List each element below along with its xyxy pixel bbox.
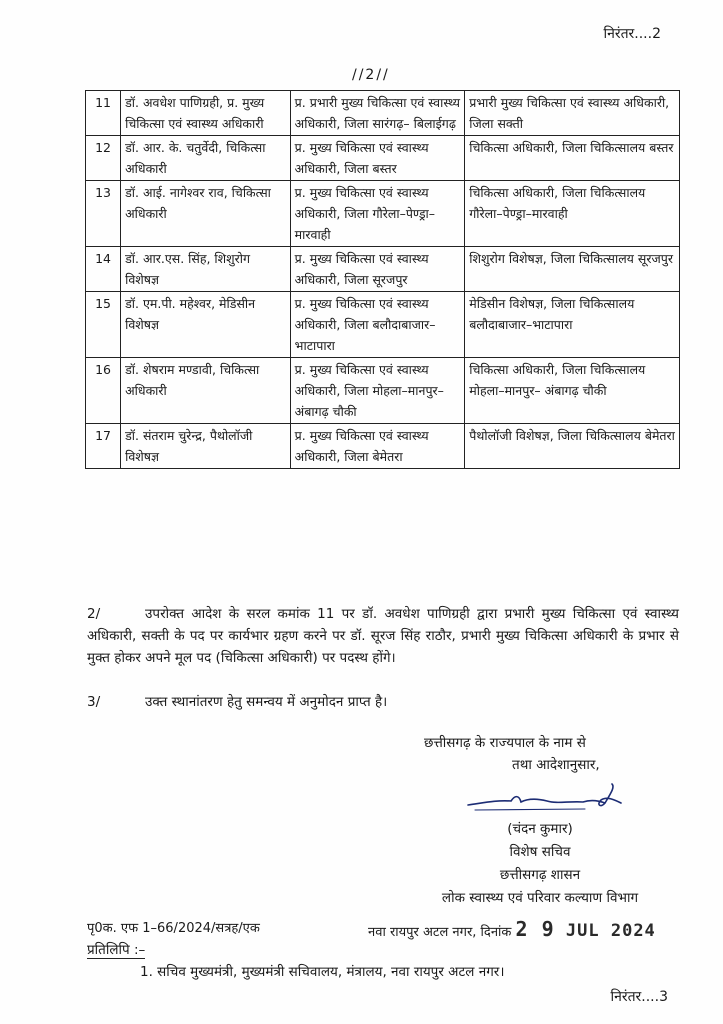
paragraph-number: 2/: [87, 606, 101, 622]
date-stamp-month-year: JUL 2024: [565, 921, 656, 941]
new-post-cell: मेडिसीन विशेषज्ञ, जिला चिकित्सालय बलौदाबाजार–भाटापारा: [465, 292, 680, 358]
officer-name-cell: डॉ. एम.पी. महेश्वर, मेडिसीन विशेषज्ञ: [121, 292, 291, 358]
officer-name-cell: डॉ. संतराम चुरेन्द्र, पैथोलॉजी विशेषज्ञ: [121, 424, 291, 469]
table-row: [86, 247, 680, 292]
new-post-cell: चिकित्सा अधिकारी, जिला चिकित्सालय गौरेला–पेण्ड्रा–मारवाही: [465, 181, 680, 247]
officer-name-cell: डॉ. आर. के. चतुर्वेदी, चिकित्सा अधिकारी: [121, 136, 291, 181]
table-row: [86, 136, 680, 181]
serial-number-cell: 16: [86, 358, 121, 424]
handwritten-signature: [465, 783, 630, 817]
officer-name-cell: डॉ. आई. नागेश्वर राव, चिकित्सा अधिकारी: [121, 181, 291, 247]
authority-block: [424, 732, 600, 776]
serial-number-cell: 11: [86, 91, 121, 136]
new-post-cell: प्रभारी मुख्य चिकित्सा एवं स्वास्थ्य अधिकारी, जिला सक्ती: [465, 91, 680, 136]
authority-line-2: तथा आदेशानुसार,: [512, 757, 600, 773]
current-post-cell: प्र. मुख्य चिकित्सा एवं स्वास्थ्य अधिकारी, जिला बेमेतरा: [290, 424, 465, 469]
new-post-cell: चिकित्सा अधिकारी, जिला चिकित्सालय बस्तर: [465, 136, 680, 181]
table-row: [86, 292, 680, 358]
copy-item-1: 1. सचिव मुख्यमंत्री, मुख्यमंत्री सचिवालय, मंत्रालय, नवा रायपुर अटल नगर।: [140, 964, 505, 980]
continued-marker-top: निरंतर....2: [603, 26, 661, 42]
current-post-cell: प्र. मुख्य चिकित्सा एवं स्वास्थ्य अधिकारी, जिला बस्तर: [290, 136, 465, 181]
officer-name-cell: डॉ. शेषराम मण्डावी, चिकित्सा अधिकारी: [121, 358, 291, 424]
authority-line-1: छत्तीसगढ़ के राज्यपाल के नाम से: [424, 735, 586, 751]
current-post-cell: प्र. मुख्य चिकित्सा एवं स्वास्थ्य अधिकारी, जिला गौरेला–पेण्ड्रा–मारवाही: [290, 181, 465, 247]
signatory-block: [405, 818, 675, 910]
transfer-table-body: [86, 91, 680, 469]
serial-number-cell: 17: [86, 424, 121, 469]
continued-marker-bottom: निरंतर....3: [610, 989, 668, 1005]
place-date-line: [368, 917, 656, 941]
serial-number-cell: 15: [86, 292, 121, 358]
current-post-cell: प्र. मुख्य चिकित्सा एवं स्वास्थ्य अधिकारी, जिला मोहला–मानपुर– अंबागढ़ चौकी: [290, 358, 465, 424]
reference-number: पृ0क. एफ 1–66/2024/सत्रह/एक: [87, 921, 260, 936]
paragraph-number: 3/: [87, 694, 101, 710]
transfer-table: [85, 90, 680, 469]
paragraph-2: [87, 603, 679, 669]
serial-number-cell: 12: [86, 136, 121, 181]
page-number: //2//: [352, 67, 390, 83]
copy-heading-text: प्रतिलिपि :–: [87, 942, 146, 958]
date-stamp: [515, 917, 656, 941]
table-row: [86, 91, 680, 136]
new-post-cell: पैथोलॉजी विशेषज्ञ, जिला चिकित्सालय बेमेतरा: [465, 424, 680, 469]
paragraph-text: उक्त स्थानांतरण हेतु समन्वय में अनुमोदन प्राप्त है।: [145, 694, 388, 710]
table-row: [86, 181, 680, 247]
place-label: नवा रायपुर अटल नगर, दिनांक: [368, 925, 512, 940]
table-row: [86, 358, 680, 424]
serial-number-cell: 13: [86, 181, 121, 247]
officer-name-cell: डॉ. अवधेश पाणिग्रही, प्र. मुख्य चिकित्सा एवं स्वास्थ्य अधिकारी: [121, 91, 291, 136]
serial-number-cell: 14: [86, 247, 121, 292]
signatory-designation: विशेष सचिव: [509, 844, 571, 860]
signatory-name: (चंदन कुमार): [507, 821, 573, 837]
paragraph-3: [87, 691, 679, 713]
current-post-cell: प्र. मुख्य चिकित्सा एवं स्वास्थ्य अधिकारी, जिला बलौदाबाजार–भाटापारा: [290, 292, 465, 358]
signatory-department: लोक स्वास्थ्य एवं परिवार कल्याण विभाग: [441, 890, 639, 906]
current-post-cell: प्र. प्रभारी मुख्य चिकित्सा एवं स्वास्थ्य अधिकारी, जिला सारंगढ़– बिलाईगढ़: [290, 91, 465, 136]
signatory-government: छत्तीसगढ़ शासन: [499, 867, 581, 883]
table-row: [86, 424, 680, 469]
paragraph-text: उपरोक्त आदेश के सरल कमांक 11 पर डॉ. अवधेश पाणिग्रही द्वारा प्रभारी मुख्य चिकित्सा एवं स्वास्थ्य अधिकारी, सक्ती के पद पर कार्यभार ग्रहण करने पर डॉ. सूरज सिंह राठौर, प्रभारी मुख्य चिकित्सा अधिकारी के प्रभार से मुक्त होकर अपने मूल पद (चिकित्सा अधिकारी) पर पदस्थ होंगे।: [87, 606, 679, 666]
copy-heading: [87, 940, 145, 958]
current-post-cell: प्र. मुख्य चिकित्सा एवं स्वास्थ्य अधिकारी, जिला सूरजपुर: [290, 247, 465, 292]
new-post-cell: चिकित्सा अधिकारी, जिला चिकित्सालय मोहला–मानपुर– अंबागढ़ चौकी: [465, 358, 680, 424]
officer-name-cell: डॉ. आर.एस. सिंह, शिशुरोग विशेषज्ञ: [121, 247, 291, 292]
new-post-cell: शिशुरोग विशेषज्ञ, जिला चिकित्सालय सूरजपुर: [465, 247, 680, 292]
date-stamp-day: 2 9: [515, 917, 555, 941]
